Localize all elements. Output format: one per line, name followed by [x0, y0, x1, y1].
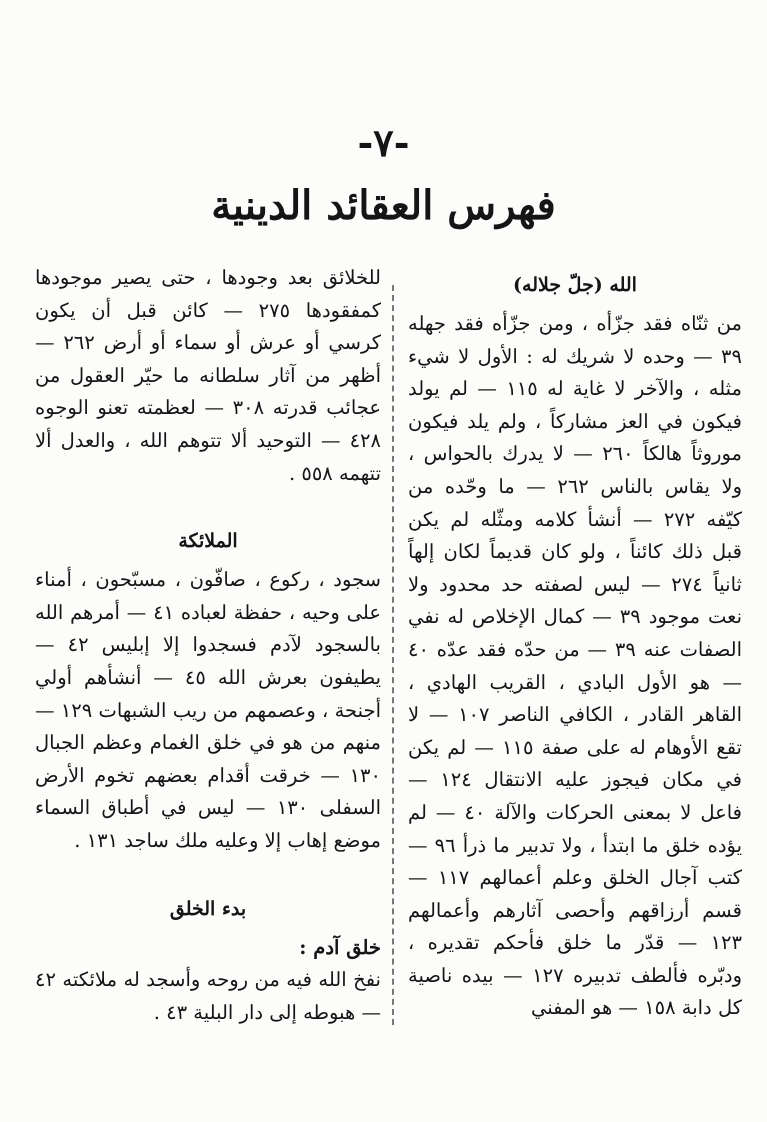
- section-heading-god: الله (جلّ جلاله): [513, 274, 637, 296]
- page-number: -٧-: [357, 120, 410, 165]
- section-heading-angels: الملائكة: [178, 530, 238, 553]
- section-text-god: من ثنّاه فقد جزّأه ، ومن جزّأه فقد جهله ٣٩ — وحده لا شريك له : الأول لا شيء مثله ، والآخر لا غاية له ١١٥ — لم يولد فيكون في العز مشاركاً ، ولم يلد فيكون موروثاً هالكاً ٢٦٠ — لا يدرك بالحواس ، ولا يقاس بالناس ٢٦٢ — ما وحّده من كيّفه ٢٧٢ — أنشأ كلامه ومثّله لم يكن قبل ذلك كائناً ، ولو كان قديماً لكان إلهاً ثانياً ٢٧٤ — ليس لصفته حد محدود ولا نعت موجود ٣٩ — كمال الإخلاص له نفي الصفات عنه ٣٩ — من حدّه فقد عدّه ٤٠ — هو الأول البادي ، القريب الهادي ، القاهر القادر ، الكافي الناصر ١٠٧ — لا تقع الأوهام له على صفة ١١٥ — لم يكن في مكان فيجوز عليه الانتقال ١٢٤ — فاعل لا بمعنى الحركات والآلة ٤٠ — لم يؤده خلق ما ابتدأ ، ولا تدبير ما ذرأ ٩٦ — كتب آجال الخلق وعلم أعمالهم ١١٧ — قسم أرزاقهم وأحصى آثارهم وأعمالهم ١٢٣ — قدّر ما خلق فأحكم تقديره ، ودبّره فألطف تدبيره ١٢٧ — بيده ناصية كل دابة ١٥٨ — هو المفني: [408, 312, 743, 1020]
- spacer: [35, 490, 381, 518]
- section-text-angels: سجود ، ركوع ، صافّون ، مسبّحون ، أمناء على وحيه ، حفظة لعباده ٤١ — أمرهم الله بالسجود لآدم فسجدوا إلا إبليس ٤٢ — يطيفون بعرش الله ٤٥ — أنشأهم أولي أجنحة ، وعصمهم من ريب الشبهات ١٢٩ — منهم من هو في خلق الغمام وعظم الجبال ١٣٠ — خرقت أقدام بعضهم تخوم الأرض السفلى ١٣٠ — ليس في أطباق السماء موضع إهاب إلا وعليه ملك ساجد ١٣١ .: [35, 568, 381, 852]
- section-text-god-continued: للخلائق بعد وجودها ، حتى يصير موجودها كمفقودها ٢٧٥ — كائن قبل أن يكون كرسي أو عرش أو سماء أو أرض ٢٦٢ — أظهر من آثار سلطانه ما حيّر العقول من عجائب قدرته ٣٠٨ — لعظمته تعنو الوجوه ٤٢٨ — التوحيد ألا تتوهم الله ، والعدل ألا تتهمه ٥٥٨ .: [35, 266, 381, 485]
- section-text-adam: نفخ الله فيه من روحه وأسجد له ملائكته ٤٢ — هبوطه إلى دار البلية ٤٣ .: [35, 968, 381, 1024]
- section-heading-creation: بدء الخلق: [169, 897, 247, 920]
- spacer: [35, 858, 381, 886]
- page-title: فهرس العقائد الدينية: [211, 182, 556, 229]
- column-divider: [392, 285, 394, 1025]
- subheading-adam: خلق آدم :: [299, 935, 381, 959]
- right-column: [408, 262, 742, 1025]
- left-column: [35, 262, 381, 1029]
